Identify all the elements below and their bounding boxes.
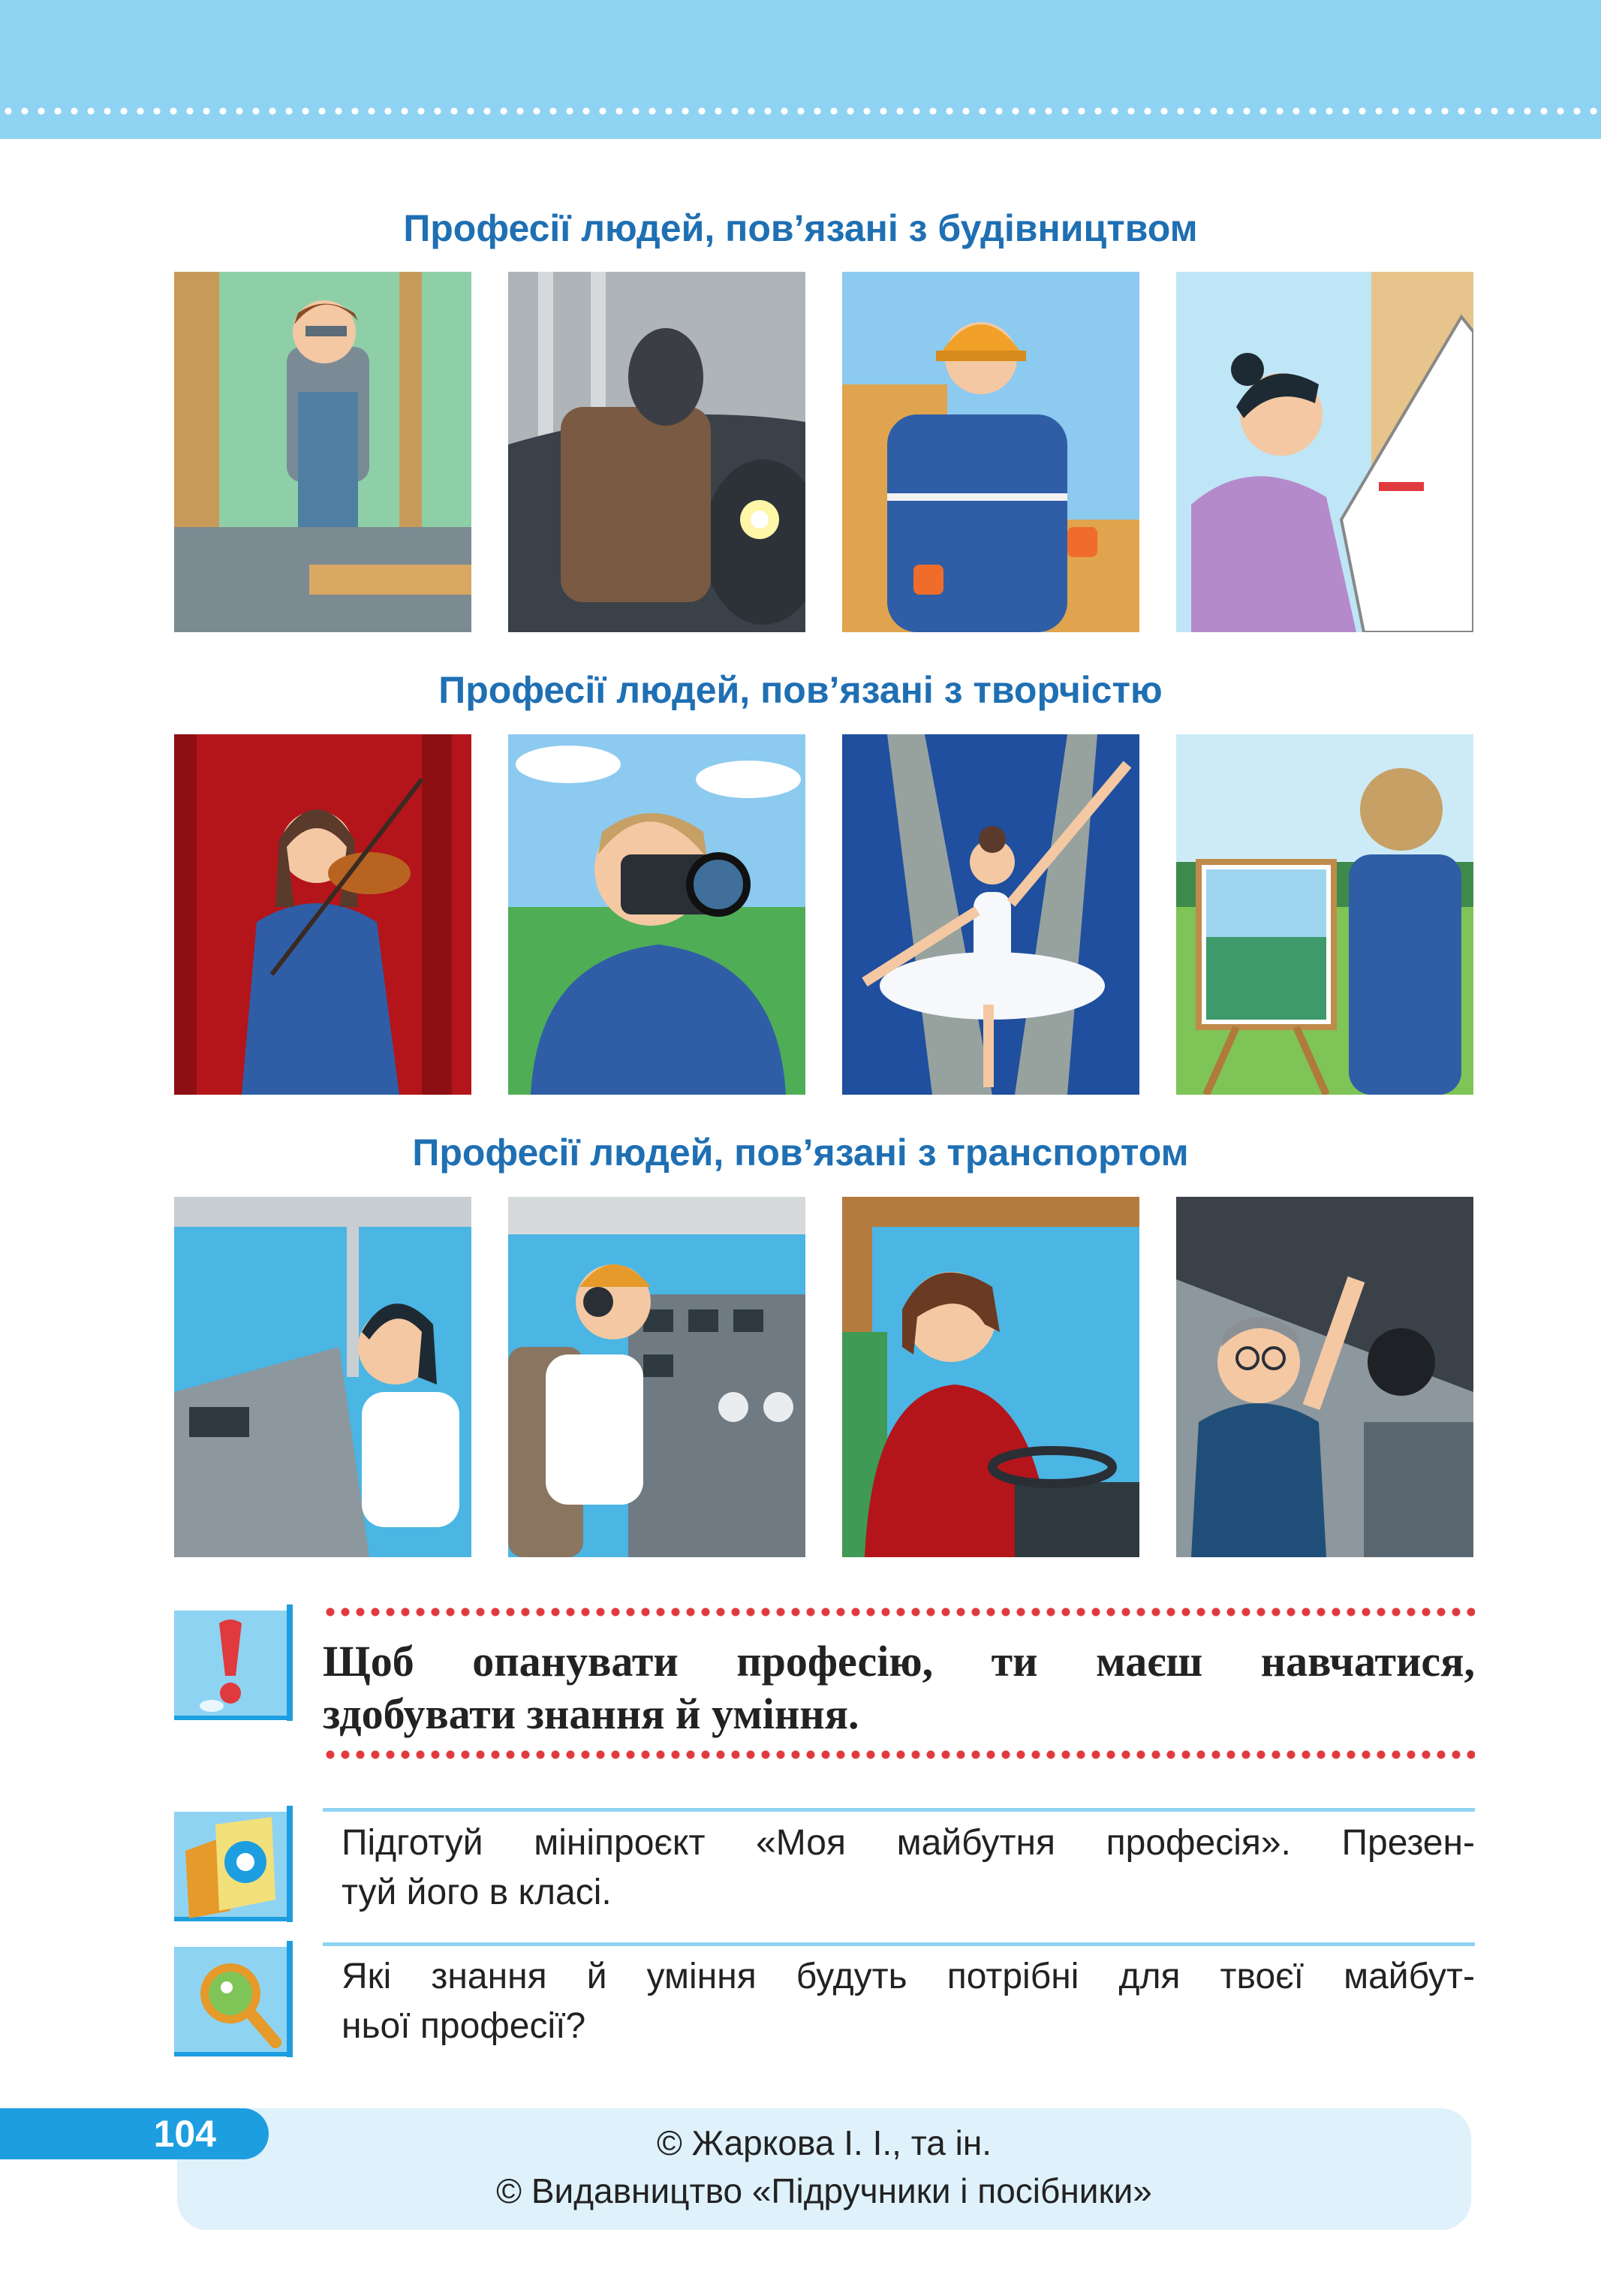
rule-text (323, 1635, 1475, 1740)
magnifier-icon (174, 1941, 294, 2057)
task-2-line-2: ньої професії? (342, 2006, 586, 2046)
task-1-divider (323, 1808, 1475, 1812)
picture-train-driver (174, 1197, 471, 1557)
picture-welder (508, 272, 805, 632)
picture-architect (1176, 272, 1473, 632)
picture-pilot (508, 1197, 805, 1557)
task-1-line-1: Підготуй мініпроєкт «Моя майбутня професія». Презен- (342, 1823, 1475, 1863)
rule-dots-bottom (323, 1749, 1475, 1760)
picture-bus-driver (842, 1197, 1139, 1557)
exclamation-icon (174, 1604, 294, 1721)
task-2-divider (323, 1942, 1475, 1946)
footer-copyright-publisher: © Видавництво «Підручники і посібники» (496, 2171, 1152, 2210)
footer-copyright-authors: © Жаркова І. І., та ін. (656, 2123, 992, 2162)
picture-mechanic (1176, 1197, 1473, 1557)
picture-ballerina (842, 734, 1139, 1095)
task-2-text (342, 1952, 1475, 2051)
rule-line-2: здобувати знання й уміння. (323, 1689, 859, 1738)
picture-bricklayer (842, 272, 1139, 632)
footer-text (177, 2119, 1471, 2215)
picture-carpenter (174, 272, 471, 632)
top-band-dots (0, 105, 1601, 117)
section-title-creativity: Професії людей, пов’язані з творчістю (438, 669, 1163, 711)
task-1-text (342, 1818, 1475, 1918)
rule-line-1: Щоб опанувати професію, ти маєш навчатися, (323, 1637, 1475, 1686)
task-2-line-1: Які знання й уміння будуть потрібні для твоєї майбут- (342, 1957, 1475, 1996)
section-title-transport: Професії людей, пов’язані з транспортом (412, 1131, 1189, 1174)
top-band (0, 0, 1601, 139)
picture-painter (1176, 734, 1473, 1095)
task-1-line-2: туй його в класі. (342, 1873, 612, 1912)
project-book-icon (174, 1806, 294, 1922)
rule-dots-top (323, 1607, 1475, 1617)
picture-photographer (508, 734, 805, 1095)
page-number: 104 (0, 2108, 269, 2159)
picture-violinist (174, 734, 471, 1095)
section-title-construction: Професії людей, пов’язані з будівництвом (403, 207, 1198, 249)
